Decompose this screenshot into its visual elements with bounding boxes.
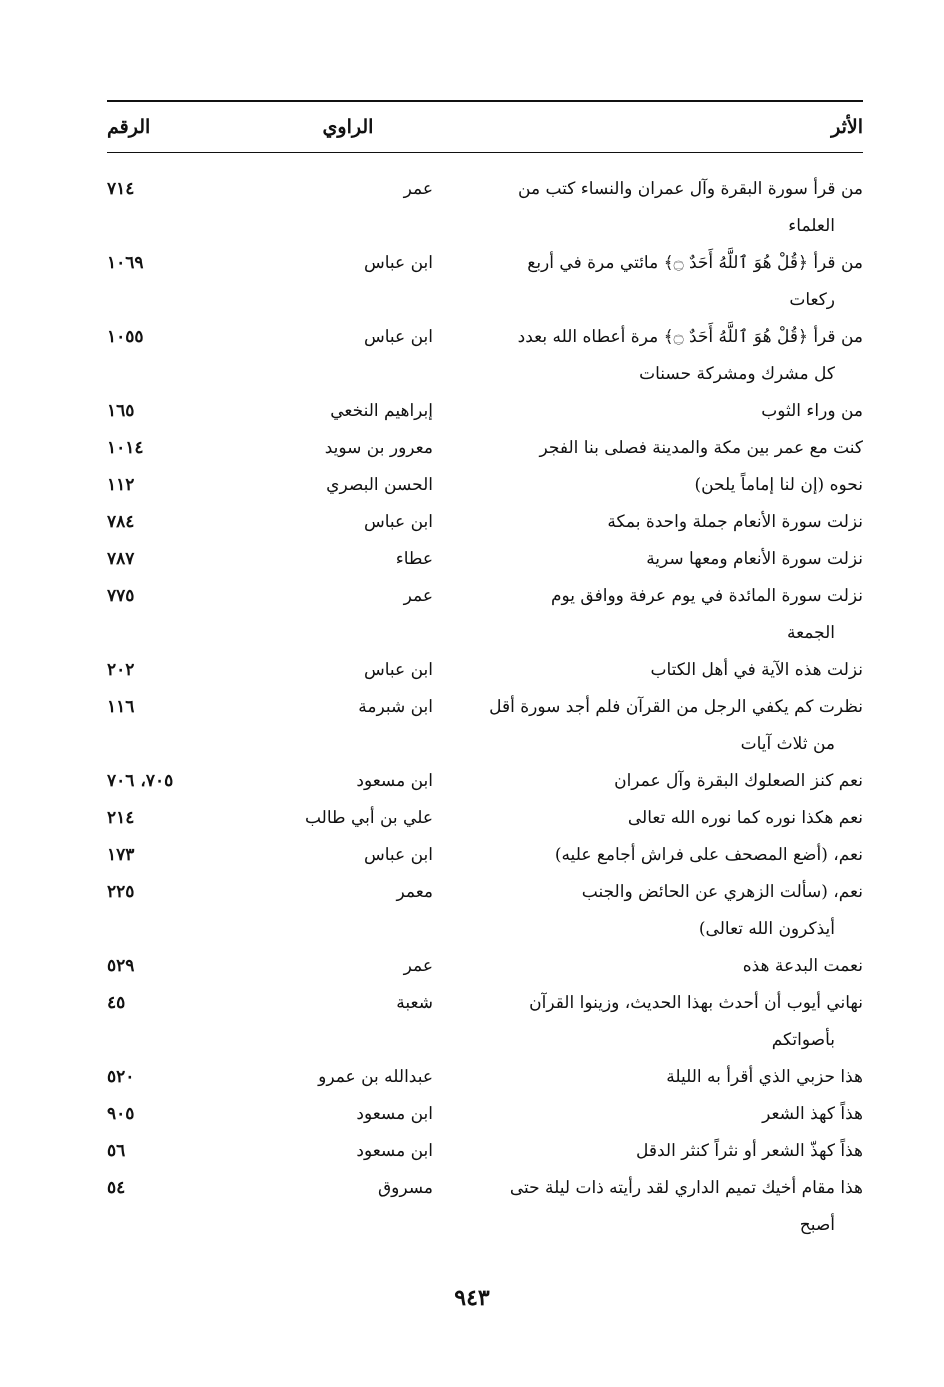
table-row [107,578,863,652]
athar-cell [433,393,863,430]
athar-text: هذا مقام أخيك تميم الداري لقد رأيته ذات ليلة حتى [509,1178,863,1198]
table-row [107,985,863,1059]
athar-cell [433,245,863,319]
table-row [107,652,863,689]
athar-continuation: أيذكرون الله تعالى) [698,919,835,939]
raqm-cell: ١١٦ [107,697,135,717]
athar-cell [433,541,863,578]
raqm-cell: ٥٢٩ [107,956,135,976]
athar-cell [433,1133,863,1170]
table-row [107,874,863,948]
header-rawi: الراوي [322,116,374,138]
rawi-cell: معرور بن سويد [324,438,433,458]
athar-text: نزلت سورة المائدة في يوم عرفة ووافق يوم [550,586,863,606]
athar-text: نعم هكذا نوره كما نوره الله تعالى [627,808,863,828]
table-row [107,1170,863,1244]
rawi-cell: ابن مسعود [356,771,433,791]
index-table [107,100,863,1244]
table-body [107,153,863,1244]
raqm-cell: ٤٥ [107,993,126,1013]
rawi-cell: مسروق [377,1178,433,1198]
athar-text: نزلت سورة الأنعام جملة واحدة بمكة [607,512,863,532]
raqm-cell: ٢٠٢ [107,660,135,680]
raqm-cell: ١٧٣ [107,845,135,865]
table-row [107,467,863,504]
raqm-cell: ١٦٥ [107,401,135,421]
athar-cell [433,874,863,948]
rawi-cell: علي بن أبي طالب [304,808,433,828]
table-header [107,102,863,152]
athar-text: نعم، (سألت الزهري عن الحائض والجنب [581,882,863,902]
athar-text: من قرأ ﴿قُلْ هُوَ ٱللَّهُ أَحَدٌ ۝﴾ مرة أعطاه الله بعدد [517,327,863,347]
raqm-cell: ٢٢٥ [107,882,135,902]
athar-cell [433,1170,863,1244]
athar-cell [433,430,863,467]
athar-cell [433,800,863,837]
athar-text: من قرأ سورة البقرة وآل عمران والنساء كتب من [518,179,863,199]
header-raqm: الرقم [107,116,151,138]
rawi-cell: عبدالله بن عمرو [318,1067,433,1087]
athar-text: من قرأ ﴿قُلْ هُوَ ٱللَّهُ أَحَدٌ ۝﴾ مائتي مرة في أربع [527,253,863,273]
rawi-cell: ابن شبرمة [358,697,433,717]
raqm-cell: ٥٤ [107,1178,126,1198]
raqm-cell: ٥٦ [107,1141,126,1161]
rawi-cell: ابن مسعود [356,1104,433,1124]
athar-continuation: أصبح [799,1215,835,1235]
table-row [107,504,863,541]
table-row [107,430,863,467]
page-number: ٩٤٣ [454,1285,490,1311]
raqm-cell: ١٠٦٩ [107,253,144,273]
rawi-cell: ابن عباس [363,845,433,865]
table-row [107,763,863,800]
rawi-cell: ابن مسعود [356,1141,433,1161]
athar-text: نحوه (إن لنا إماماً يلحن) [694,475,863,495]
athar-cell [433,985,863,1059]
raqm-cell: ٧٧٥ [107,586,135,606]
athar-continuation: من ثلاث آيات [740,734,835,754]
rawi-cell: ابن عباس [363,660,433,680]
rawi-cell: عطاء [395,549,433,569]
athar-cell [433,578,863,652]
athar-cell [433,504,863,541]
athar-cell [433,837,863,874]
athar-cell [433,1059,863,1096]
athar-cell [433,652,863,689]
athar-cell [433,467,863,504]
raqm-cell: ١٠١٤ [107,438,144,458]
table-row [107,837,863,874]
athar-continuation: العلماء [788,216,835,236]
table-row [107,1059,863,1096]
athar-cell [433,689,863,763]
rawi-cell: الحسن البصري [326,475,433,495]
athar-text: هذاً كهذّ الشعر أو نثراً كنثر الدقل [636,1141,863,1161]
rawi-cell: عمر [403,586,433,606]
athar-continuation: الجمعة [786,623,835,643]
raqm-cell: ١١٢ [107,475,135,495]
raqm-cell: ١٠٥٥ [107,327,144,347]
raqm-cell: ٥٢٠ [107,1067,135,1087]
rawi-cell: ابن عباس [363,253,433,273]
athar-continuation: بأصواتكم [771,1030,835,1050]
rawi-cell: شعبة [396,993,433,1013]
athar-text: نظرت كم يكفي الرجل من القرآن فلم أجد سورة أقل [489,697,863,717]
athar-text: نزلت هذه الآية في أهل الكتاب [650,660,863,680]
rawi-cell: إبراهيم النخعي [330,401,433,421]
athar-cell [433,319,863,393]
header-athar: الأثر [831,116,863,138]
table-row [107,1133,863,1170]
athar-text: نعم، (أضع المصحف على فراش أجامع عليه) [554,845,863,865]
table-row [107,948,863,985]
athar-cell [433,948,863,985]
athar-continuation: كل مشرك ومشركة حسنات [639,364,835,384]
athar-text: هذاً كهذ الشعر [762,1104,863,1124]
athar-text: نزلت سورة الأنعام ومعها سرية [646,549,863,569]
athar-text: نعم كنز الصعلوك البقرة وآل عمران [614,771,863,791]
rawi-cell: ابن عباس [363,512,433,532]
athar-continuation: ركعات [789,290,835,310]
table-row [107,245,863,319]
rawi-cell: معمر [396,882,433,902]
raqm-cell: ٧٨٤ [107,512,135,532]
athar-text: هذا حزبي الذي أقرأ به الليلة [666,1067,863,1087]
athar-text: كنت مع عمر بين مكة والمدينة فصلى بنا الفجر [539,438,863,458]
rawi-cell: ابن عباس [363,327,433,347]
athar-text: نعمت البدعة هذه [742,956,863,976]
rawi-cell: عمر [403,956,433,976]
athar-text: من وراء الثوب [761,401,863,421]
table-row [107,171,863,245]
table-row [107,393,863,430]
table-row [107,689,863,763]
raqm-cell: ٧٠٥، ٧٠٦ [107,771,174,791]
athar-cell [433,763,863,800]
table-row [107,541,863,578]
raqm-cell: ٧١٤ [107,179,135,199]
athar-text: نهاني أيوب أن أحدث بهذا الحديث، وزينوا القرآن [529,993,863,1013]
athar-cell [433,171,863,245]
table-row [107,319,863,393]
table-row [107,1096,863,1133]
rawi-cell: عمر [403,179,433,199]
raqm-cell: ٧٨٧ [107,549,135,569]
athar-cell [433,1096,863,1133]
raqm-cell: ٢١٤ [107,808,135,828]
table-row [107,800,863,837]
raqm-cell: ٩٠٥ [107,1104,135,1124]
